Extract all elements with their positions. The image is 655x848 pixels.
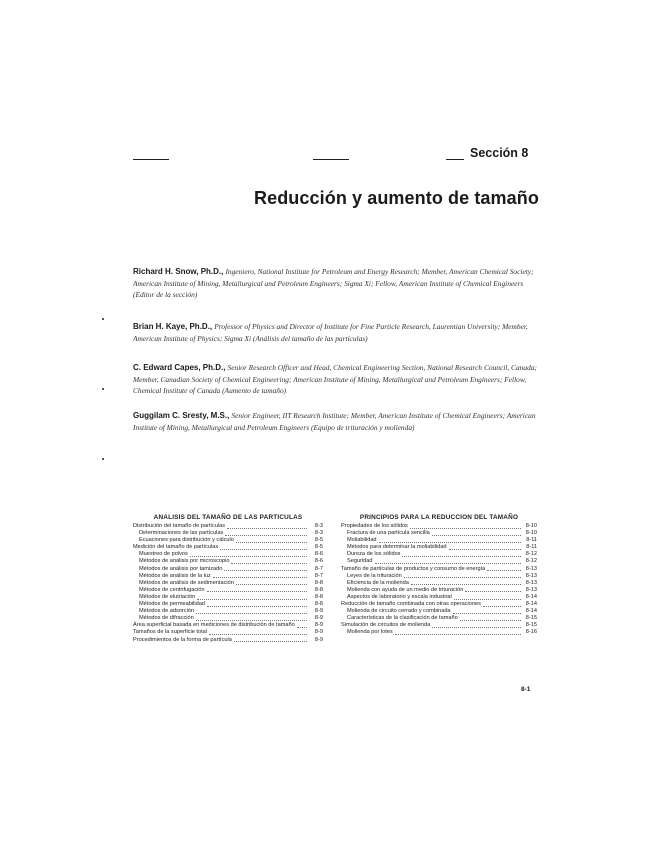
toc-leader-dots [454, 599, 521, 600]
toc-leader-dots [375, 563, 521, 564]
toc-heading: PRINCIPIOS PARA LA REDUCCION DEL TAMAÑO [359, 514, 519, 521]
author-name: Richard H. Snow, Ph.D., [133, 267, 224, 276]
toc-leader-dots [402, 556, 521, 557]
toc-entry [341, 622, 537, 629]
toc-leader-dots [453, 613, 521, 614]
toc-entry-page: 8-13 [525, 586, 537, 593]
toc-entry [133, 566, 323, 573]
toc-entry-label: Reducción de tamaño combinada con otras operaciones [341, 601, 481, 608]
author-description: Senior Research Officer and Head, Chemical Engineering Section, National Research Council, Canada; Member, Canadian Society of Chemical Engineering; American Institute of Mining, Metallurgical and Petroleum Engineers; Fellow, Chemical Institute of Canada (Aumento de tamaño) [133, 363, 537, 395]
toc-leader-dots [379, 542, 521, 543]
toc-entry [133, 530, 323, 537]
toc-entry [133, 601, 323, 608]
toc-entry-page: 8-10 [525, 523, 537, 529]
chapter-title: Reducción y aumento de tamaño [254, 188, 539, 208]
toc-leader-dots [432, 627, 521, 628]
toc-entry-label: Determinaciones de las partículas [139, 530, 224, 537]
toc-entry-label: Métodos de elutriación [139, 593, 196, 600]
author-name: Brian H. Kaye, Ph.D., [133, 322, 213, 331]
toc-entry-label: Fractura de una partícula sencilla [347, 530, 430, 537]
author-entry [133, 410, 543, 433]
toc-left-column [133, 514, 323, 644]
toc-entry-page: 8-7 [314, 565, 323, 572]
toc-right-column [341, 514, 537, 637]
margin-speck [102, 458, 104, 460]
toc-leader-dots [213, 577, 307, 578]
author-name: Guggilam C. Sresty, M.S., [133, 411, 230, 420]
author-description: Professor of Physics and Director of Institute for Fine Particle Research, Laurentian University; Member, American Institute of Physics; Sigma Xi (Análisis del tamaño de las partículas) [133, 322, 528, 343]
toc-entry-label: Métodos de análisis de sedimentación [139, 579, 234, 586]
toc-entry-label: Propiedades de los sólidos [341, 523, 408, 529]
toc-entry [133, 622, 323, 629]
toc-entry-label: Tamaños de la superficie total [133, 629, 208, 636]
toc-leader-dots [297, 627, 307, 628]
toc-entry [133, 523, 323, 530]
toc-entry-label: Molienda de circuito cerrado y combinada [347, 608, 451, 615]
toc-entry-label: Molienda con ayuda de un medio de trituración [347, 586, 464, 593]
toc-entry [341, 580, 537, 587]
toc-entry [341, 537, 537, 544]
toc-leader-dots [483, 606, 521, 607]
margin-speck [102, 388, 104, 390]
toc-entry [341, 566, 537, 573]
toc-entry [341, 530, 537, 537]
toc-entry-page: 8-5 [314, 544, 323, 551]
toc-leader-dots [220, 549, 307, 550]
toc-entry [133, 558, 323, 565]
toc-entry-label: Métodos de permeabilidad [139, 601, 205, 608]
toc-entry [133, 629, 323, 636]
toc-entry [341, 523, 537, 530]
toc-entry-label: Medición del tamaño de partículas [133, 544, 219, 551]
section-label: Sección 8 [470, 146, 529, 160]
author-entry [133, 266, 543, 301]
toc-entry [133, 594, 323, 601]
toc-entry-page: 8-15 [525, 622, 537, 629]
toc-leader-dots [207, 591, 307, 592]
toc-leader-dots [487, 570, 521, 571]
toc-leader-dots [395, 634, 521, 635]
toc-leader-dots [197, 599, 307, 600]
toc-entry-label: Métodos de análisis por tamizado [139, 565, 223, 572]
toc-entry-label: Dureza de los sólidos [347, 551, 401, 558]
page-number: 8-1 [521, 686, 531, 693]
toc-entry-page: 8-8 [314, 593, 323, 600]
toc-entry-label: Aspectos de laboratorio y escala industrial [347, 593, 452, 600]
author-name: C. Edward Capes, Ph.D., [133, 363, 226, 372]
toc-entry-page: 8-9 [314, 636, 323, 643]
author-entry [133, 362, 543, 397]
toc-entry-page: 8-9 [314, 629, 323, 636]
toc-leader-dots [227, 528, 307, 529]
toc-entry-label: Área superficial basada en mediciones de distribución de tamaño [133, 622, 295, 629]
toc-entry-label: Muestreo de polvos [139, 551, 188, 558]
toc-leader-dots [449, 549, 522, 550]
toc-entry [133, 608, 323, 615]
toc-entry-label: Métodos de centrifugación [139, 586, 205, 593]
toc-leader-dots [432, 535, 521, 536]
author-description: Senior Engineer, IIT Research Institute; Member, American Institute of Chemical Engineers; American Institute of Mining, Metallurgical and Petroleum Engineers (Equipo de trituración y molienda) [133, 411, 536, 432]
toc-entry [133, 587, 323, 594]
toc-entry-page: 8-10 [525, 530, 537, 537]
toc-entry-list [133, 523, 323, 644]
toc-entry-page: 8-5 [314, 537, 323, 544]
toc-entry-page: 8-11 [526, 537, 537, 544]
toc-entry [341, 601, 537, 608]
toc-entry [341, 587, 537, 594]
toc-entry-label: Tamaño de partículas de productos y consumo de energía [341, 565, 486, 572]
toc-entry [133, 537, 323, 544]
toc-entry-label: Métodos de difracción [139, 615, 194, 622]
author-entry [133, 321, 543, 344]
toc-entry [133, 580, 323, 587]
toc-heading: ANALISIS DEL TAMAÑO DE LAS PARTICULAS [153, 514, 303, 521]
toc-entry [133, 573, 323, 580]
toc-entry-page: 8-9 [314, 615, 323, 622]
toc-entry-page: 8-8 [314, 586, 323, 593]
toc-leader-dots [207, 606, 307, 607]
toc-leader-dots [224, 570, 307, 571]
toc-entry-page: 8-6 [314, 551, 323, 558]
toc-entry-label: Seguridad [347, 558, 373, 565]
header-rule-right [446, 159, 464, 160]
toc-entry [133, 551, 323, 558]
toc-entry-label: Métodos de análisis de la luz [139, 572, 211, 579]
margin-speck [102, 318, 104, 320]
toc-entry-page: 8-12 [525, 558, 537, 565]
toc-entry-label: Ecuaciones para distribución y cálculo [139, 537, 234, 544]
toc-entry-page: 8-14 [525, 601, 537, 608]
toc-entry-label: Moliabilidad [347, 537, 377, 544]
toc-entry-page: 8-3 [314, 523, 323, 529]
toc-entry-label: Distribución del tamaño de partículas [133, 523, 226, 529]
toc-leader-dots [234, 641, 307, 642]
toc-entry-page: 8-11 [526, 544, 537, 551]
toc-entry-page: 8-12 [525, 551, 537, 558]
toc-leader-dots [196, 620, 307, 621]
toc-entry-page: 8-14 [525, 608, 537, 615]
toc-leader-dots [460, 620, 521, 621]
author-description: Ingeniero, National Institute for Petroleum and Energy Research; Member, American Chemical Society; American Institute of Mining, Metallurgical and Petroleum Engineers; Sigma Xi; Fellow, American Institute of Chemical Engineers (Editor de la sección) [133, 267, 534, 299]
toc-entry-page: 8-6 [314, 558, 323, 565]
toc-leader-dots [225, 535, 307, 536]
toc-leader-dots [231, 563, 307, 564]
toc-leader-dots [236, 584, 307, 585]
toc-leader-dots [209, 634, 307, 635]
toc-entry [341, 573, 537, 580]
toc-entry [133, 544, 323, 551]
header-rule-middle [313, 159, 349, 160]
toc-entry-label: Características de la clasificación de tamaño [347, 615, 458, 622]
toc-entry-page: 8-13 [525, 565, 537, 572]
toc-leader-dots [404, 577, 521, 578]
toc-leader-dots [236, 542, 307, 543]
toc-entry-page: 8-13 [525, 572, 537, 579]
toc-entry-page: 8-9 [314, 622, 323, 629]
toc-entry [341, 558, 537, 565]
toc-entry-label: Métodos de adsorción [139, 608, 195, 615]
toc-entry-label: Simulación de circuitos de molienda [341, 622, 431, 629]
toc-entry-label: Métodos para determinar la moliabilidad [347, 544, 447, 551]
toc-leader-dots [411, 584, 521, 585]
toc-entry-label: Molienda por lotes [347, 629, 393, 636]
toc-entry-label: Procedimientos de la forma de partícula [133, 636, 232, 643]
toc-entry-label: Eficiencia de la molienda [347, 579, 409, 586]
toc-entry [341, 608, 537, 615]
toc-entry-label: Métodos de análisis por microscopio [139, 558, 230, 565]
toc-entry-page: 8-14 [525, 593, 537, 600]
toc-entry-page: 8-13 [525, 579, 537, 586]
toc-leader-dots [410, 528, 521, 529]
toc-entry-page: 8-8 [314, 579, 323, 586]
toc-entry-page: 8-15 [525, 615, 537, 622]
toc-entry-label: Leyes de la trituración [347, 572, 402, 579]
toc-entry [341, 544, 537, 551]
toc-entry-list [341, 523, 537, 637]
toc-entry-page: 8-8 [314, 601, 323, 608]
toc-entry-page: 8-3 [314, 530, 323, 537]
header-rule-left [133, 159, 169, 160]
toc-entry [341, 615, 537, 622]
toc-entry [341, 551, 537, 558]
toc-entry-page: 8-7 [314, 572, 323, 579]
toc-entry [341, 594, 537, 601]
toc-entry [133, 637, 323, 644]
toc-leader-dots [190, 556, 307, 557]
toc-entry-page: 8-9 [314, 608, 323, 615]
toc-leader-dots [196, 613, 307, 614]
toc-leader-dots [465, 591, 521, 592]
toc-entry [341, 629, 537, 636]
toc-entry-page: 8-16 [525, 629, 537, 636]
